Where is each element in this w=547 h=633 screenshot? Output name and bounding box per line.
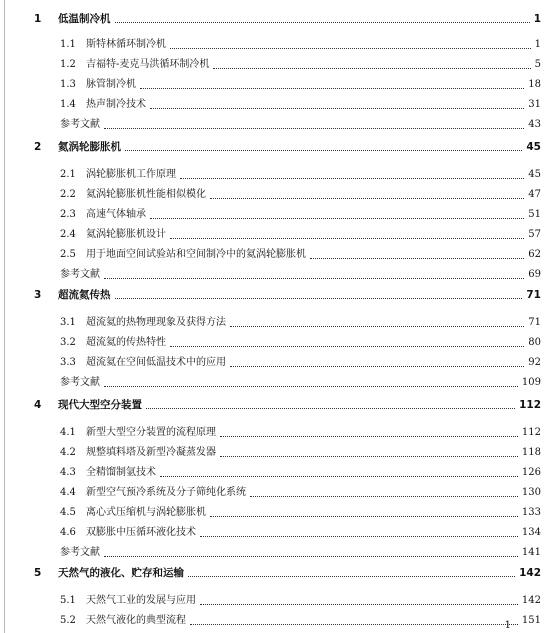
toc-chapter-entry[interactable] xyxy=(0,10,547,26)
toc-entry-title: 天然气工业的发展与应用 xyxy=(86,595,196,606)
toc-entry-page: 126 xyxy=(521,467,541,478)
dot-leader xyxy=(210,504,518,517)
toc-entry-number: 1 xyxy=(34,13,42,25)
toc-entry-page: 80 xyxy=(528,337,541,348)
toc-entry-title: 吉福特-麦克马洪循环制冷机 xyxy=(86,59,210,70)
toc-entry-number: 3.2 xyxy=(60,337,76,348)
toc-entry-title: 全精馏制氩技术 xyxy=(86,467,156,478)
dot-leader xyxy=(150,96,524,109)
dot-leader xyxy=(146,396,515,409)
toc-entry-page: 142 xyxy=(521,595,541,606)
toc-entry-page: 151 xyxy=(521,615,541,626)
toc-section-entry[interactable] xyxy=(0,246,547,262)
toc-entry-page: 45 xyxy=(526,141,541,153)
toc-entry-title: 离心式压缩机与涡轮膨胀机 xyxy=(86,507,206,518)
toc-entry-title: 新型空气预冷系统及分子筛纯化系统 xyxy=(86,487,246,498)
toc-entry-number: 3.1 xyxy=(60,317,76,328)
toc-entry-number: 2.1 xyxy=(60,169,76,180)
toc-entry-number: 1.1 xyxy=(60,39,76,50)
toc-entry-page: 71 xyxy=(528,317,541,328)
dot-leader xyxy=(250,484,518,497)
toc-entry-page: 109 xyxy=(521,377,541,388)
toc-entry-title: 涡轮膨胀机工作原理 xyxy=(86,169,176,180)
dot-leader xyxy=(170,36,531,49)
toc-entry-title: 脉管制冷机 xyxy=(86,79,136,90)
dot-leader xyxy=(188,564,515,577)
toc-entry-title: 低温制冷机 xyxy=(58,13,111,25)
toc-entry-page: 118 xyxy=(521,447,541,458)
toc-section-entry[interactable] xyxy=(0,524,547,540)
toc-entry-title: 超流氦的热物理现象及获得方法 xyxy=(86,317,226,328)
toc-section-entry[interactable] xyxy=(0,96,547,112)
toc-chapter-entry[interactable] xyxy=(0,286,547,302)
toc-entry-number: 4.5 xyxy=(60,507,76,518)
toc-chapter-entry[interactable] xyxy=(0,564,547,580)
toc-entry-number: 2.4 xyxy=(60,229,76,240)
dot-leader xyxy=(230,314,524,327)
dot-leader xyxy=(170,226,524,239)
dot-leader xyxy=(230,354,524,367)
dot-leader xyxy=(104,374,518,387)
toc-entry-number: 4.4 xyxy=(60,487,76,498)
toc-entry-title: 热声制冷技术 xyxy=(86,99,146,110)
dot-leader xyxy=(104,266,524,279)
toc-entry-page: 112 xyxy=(521,427,541,438)
dot-leader xyxy=(210,186,524,199)
toc-entry-number: 2.5 xyxy=(60,249,76,260)
dot-leader xyxy=(140,76,524,89)
toc-entry-title: 斯特林循环制冷机 xyxy=(86,39,166,50)
dot-leader xyxy=(213,56,530,69)
toc-entry-number: 4.1 xyxy=(60,427,76,438)
toc-entry-page: 5 xyxy=(534,59,541,70)
dot-leader xyxy=(170,334,524,347)
toc-entry-page: 45 xyxy=(528,169,541,180)
toc-entry-page: 62 xyxy=(528,249,541,260)
dot-leader xyxy=(115,286,523,299)
toc-entry-title: 天然气液化的典型流程 xyxy=(86,615,186,626)
toc-references-entry[interactable] xyxy=(0,544,547,560)
dot-leader xyxy=(220,444,518,457)
dot-leader xyxy=(104,116,524,129)
toc-entry-title: 高速气体轴承 xyxy=(86,209,146,220)
toc-entry-title: 规整填料塔及新型冷凝蒸发器 xyxy=(86,447,216,458)
toc-chapter-entry[interactable] xyxy=(0,138,547,154)
toc-entry-number: 4.3 xyxy=(60,467,76,478)
dot-leader xyxy=(310,246,524,259)
toc-entry-number: 3.3 xyxy=(60,357,76,368)
toc-entry-number: 1.3 xyxy=(60,79,76,90)
toc-entry-page: 112 xyxy=(519,399,541,411)
toc-entry-page: 134 xyxy=(521,527,541,538)
toc-references-entry[interactable] xyxy=(0,116,547,132)
toc-entry-title: 氦涡轮膨胀机 xyxy=(58,141,121,153)
toc-entry-page: 71 xyxy=(526,289,541,301)
toc-entry-number: 2 xyxy=(34,141,42,153)
dot-leader xyxy=(160,464,518,477)
toc-entry-title: 参考文献 xyxy=(60,547,100,558)
toc-entry-page: 47 xyxy=(528,189,541,200)
toc-entry-page: 43 xyxy=(528,119,541,130)
toc-entry-title: 氦涡轮膨胀机性能相似模化 xyxy=(86,189,206,200)
toc-references-entry[interactable] xyxy=(0,374,547,390)
toc-entry-title: 新型大型空分装置的流程原理 xyxy=(86,427,216,438)
toc-entry-title: 参考文献 xyxy=(60,377,100,388)
toc-entry-title: 参考文献 xyxy=(60,119,100,130)
toc-entry-page: 1 xyxy=(533,13,541,25)
toc-entry-title: 超流氦的传热特性 xyxy=(86,337,166,348)
toc-entry-title: 现代大型空分装置 xyxy=(58,399,142,411)
toc-section-entry[interactable] xyxy=(0,354,547,370)
dot-leader xyxy=(200,524,518,537)
toc-entry-number: 3 xyxy=(34,289,42,301)
toc-section-entry[interactable] xyxy=(0,592,547,608)
toc-section-entry[interactable] xyxy=(0,314,547,330)
toc-section-entry[interactable] xyxy=(0,464,547,480)
toc-section-entry[interactable] xyxy=(0,206,547,222)
dot-leader xyxy=(180,166,524,179)
toc-section-entry[interactable] xyxy=(0,334,547,350)
toc-section-entry[interactable] xyxy=(0,36,547,52)
toc-entry-number: 1.4 xyxy=(60,99,76,110)
toc-section-entry[interactable] xyxy=(0,56,547,72)
toc-entry-page: 141 xyxy=(521,547,541,558)
toc-entry-page: 92 xyxy=(528,357,541,368)
toc-entry-title: 超流氦传热 xyxy=(58,289,111,301)
dot-leader xyxy=(200,592,518,605)
toc-section-entry[interactable] xyxy=(0,484,547,500)
toc-entry-page: 1 xyxy=(534,39,541,50)
toc-entry-number: 4.6 xyxy=(60,527,76,538)
toc-section-entry[interactable] xyxy=(0,76,547,92)
toc-section-entry[interactable] xyxy=(0,444,547,460)
toc-entry-number: 5 xyxy=(34,567,42,579)
toc-entry-title: 用于地面空间试验站和空间制冷中的氦涡轮膨胀机 xyxy=(86,249,306,260)
toc-section-entry[interactable] xyxy=(0,186,547,202)
toc-references-entry[interactable] xyxy=(0,266,547,282)
toc-section-entry[interactable] xyxy=(0,424,547,440)
toc-entry-page: 130 xyxy=(521,487,541,498)
toc-entry-number: 1.2 xyxy=(60,59,76,70)
toc-entry-title: 氦涡轮膨胀机设计 xyxy=(86,229,166,240)
toc-entry-number: 4 xyxy=(34,399,42,411)
dot-leader xyxy=(125,138,522,151)
dot-leader xyxy=(150,206,524,219)
toc-entry-title: 超流氦在空间低温技术中的应用 xyxy=(86,357,226,368)
dot-leader xyxy=(220,424,518,437)
toc-entry-page: 69 xyxy=(528,269,541,280)
toc-entry-number: 4.2 xyxy=(60,447,76,458)
toc-entry-page: 31 xyxy=(528,99,541,110)
dot-leader xyxy=(190,612,518,625)
toc-entry-page: 142 xyxy=(519,567,541,579)
toc-section-entry[interactable] xyxy=(0,612,547,628)
toc-entry-title: 双膨胀中压循环液化技术 xyxy=(86,527,196,538)
toc-entry-number: 5.1 xyxy=(60,595,76,606)
toc-section-entry[interactable] xyxy=(0,226,547,242)
page-number: 1 xyxy=(504,620,511,631)
toc-entry-page: 18 xyxy=(528,79,541,90)
toc-entry-number: 5.2 xyxy=(60,615,76,626)
toc-entry-number: 2.2 xyxy=(60,189,76,200)
toc-entry-page: 133 xyxy=(521,507,541,518)
toc-chapter-entry[interactable] xyxy=(0,396,547,412)
toc-entry-page: 57 xyxy=(528,229,541,240)
toc-section-entry[interactable] xyxy=(0,166,547,182)
toc-entry-title: 参考文献 xyxy=(60,269,100,280)
toc-entry-number: 2.3 xyxy=(60,209,76,220)
toc-entry-page: 51 xyxy=(528,209,541,220)
toc-section-entry[interactable] xyxy=(0,504,547,520)
dot-leader xyxy=(115,10,530,23)
toc-entry-title: 天然气的液化、贮存和运输 xyxy=(58,567,184,579)
dot-leader xyxy=(104,544,518,557)
